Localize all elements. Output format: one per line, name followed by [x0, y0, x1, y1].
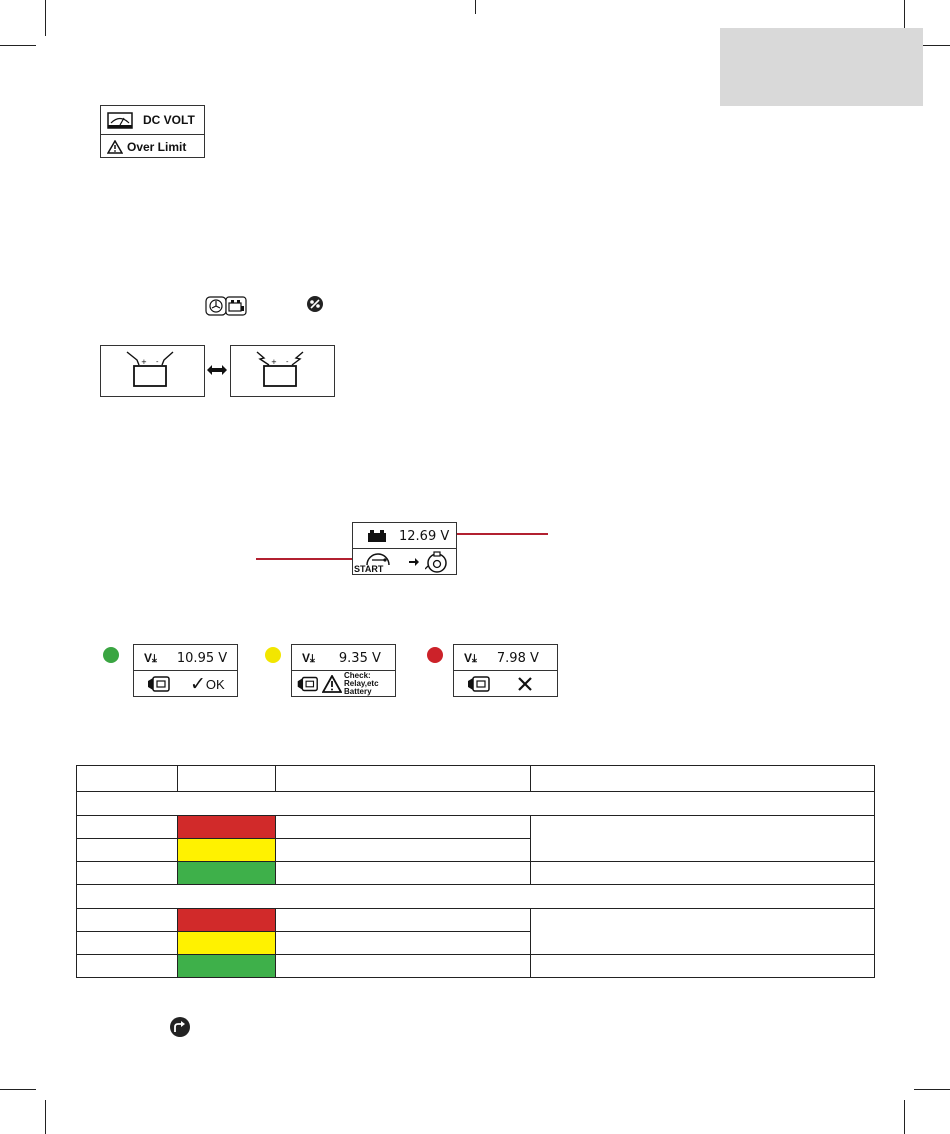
start-voltage-value: 12.69 V [399, 528, 450, 544]
result-voltage: 9.35 V [338, 650, 381, 666]
cross-icon [516, 675, 534, 693]
dc-volt-label: DC VOLT [143, 113, 195, 127]
table-cell-merged [531, 909, 875, 955]
table-cell [77, 862, 178, 885]
v-drop-icon: V⤓ [144, 650, 157, 665]
table-cell-merged [531, 816, 875, 862]
battery-clamps-reversed-icon [231, 346, 334, 396]
table-cell [531, 862, 875, 885]
status-dot-yellow [265, 647, 281, 663]
check-line: Relay,etc [344, 679, 379, 688]
svg-text:-: - [156, 358, 159, 366]
no-charge-icon [306, 295, 324, 313]
svg-text:+: + [271, 358, 277, 366]
battery-clamps-correct-icon [101, 346, 204, 396]
svg-text:-: - [286, 358, 289, 366]
table-row [77, 909, 875, 932]
color-cell-red [178, 909, 276, 932]
center-mark [475, 0, 476, 14]
check-line: Check: [344, 671, 371, 680]
clamp-reversed-box [230, 345, 335, 397]
table-cell [77, 955, 178, 978]
diagnosis-table [76, 765, 875, 978]
table-header-cell [531, 766, 875, 792]
table-cell [276, 839, 531, 862]
table-cell [77, 932, 178, 955]
result-display-fail [453, 644, 558, 697]
table-cell [276, 909, 531, 932]
table-cell [276, 955, 531, 978]
status-dot-green [103, 647, 119, 663]
leader-line-start [256, 558, 366, 560]
color-cell-yellow [178, 839, 276, 862]
table-cell [276, 862, 531, 885]
start-label: START [354, 564, 384, 574]
table-row [77, 955, 875, 978]
crop-mark [0, 45, 36, 46]
table-header-row [77, 766, 875, 792]
table-section-cell [77, 885, 875, 909]
dc-volt-display [100, 105, 205, 158]
arrow-right-icon [408, 557, 420, 567]
table-cell [276, 932, 531, 955]
starter-motor-icon [294, 675, 320, 693]
table-section-row [77, 885, 875, 909]
crop-mark [0, 1089, 36, 1090]
leader-line-voltage [452, 533, 548, 535]
svg-text:+: + [141, 358, 147, 366]
check-line: Battery [344, 687, 372, 696]
check-text [344, 672, 379, 696]
table-cell [77, 816, 178, 839]
result-ok-label: OK [205, 676, 225, 692]
table-cell [531, 955, 875, 978]
table-cell [276, 816, 531, 839]
color-cell-yellow [178, 932, 276, 955]
result-display-ok [133, 644, 238, 697]
starter-motor-icon [464, 675, 492, 693]
warning-triangle-icon [322, 675, 342, 693]
status-dot-red [427, 647, 443, 663]
table-section-row [77, 792, 875, 816]
color-cell-red [178, 816, 276, 839]
fan-engine-icon [205, 296, 227, 316]
bidirectional-arrow-icon [206, 364, 228, 376]
result-display-check [291, 644, 396, 697]
table-header-cell [178, 766, 276, 792]
color-cell-green [178, 955, 276, 978]
crop-mark [914, 1089, 950, 1090]
engine-crank-icon [425, 551, 449, 573]
crop-mark [904, 1100, 905, 1134]
table-header-cell [276, 766, 531, 792]
table-header-cell [77, 766, 178, 792]
result-voltage: 7.98 V [496, 650, 539, 666]
starter-motor-icon [144, 675, 172, 693]
table-cell [77, 909, 178, 932]
voltmeter-icon [107, 112, 133, 129]
battery-icon [367, 529, 387, 543]
battery-engine-icon [225, 296, 247, 316]
checkmark-icon: ✓ [190, 673, 206, 695]
warning-triangle-icon [107, 140, 123, 154]
crop-mark [45, 0, 46, 36]
v-drop-icon: V⤓ [464, 650, 477, 665]
over-limit-label: Over Limit [127, 139, 187, 154]
table-row [77, 862, 875, 885]
redirect-arrow-icon [169, 1016, 191, 1038]
table-cell [77, 839, 178, 862]
crop-mark [45, 1100, 46, 1134]
start-display [352, 522, 457, 575]
result-voltage: 10.95 V [176, 650, 228, 666]
table-section-cell [77, 792, 875, 816]
clamp-correct-box [100, 345, 205, 397]
chapter-tab [720, 28, 923, 106]
table-row [77, 816, 875, 839]
v-drop-icon: V⤓ [302, 650, 315, 665]
color-cell-green [178, 862, 276, 885]
